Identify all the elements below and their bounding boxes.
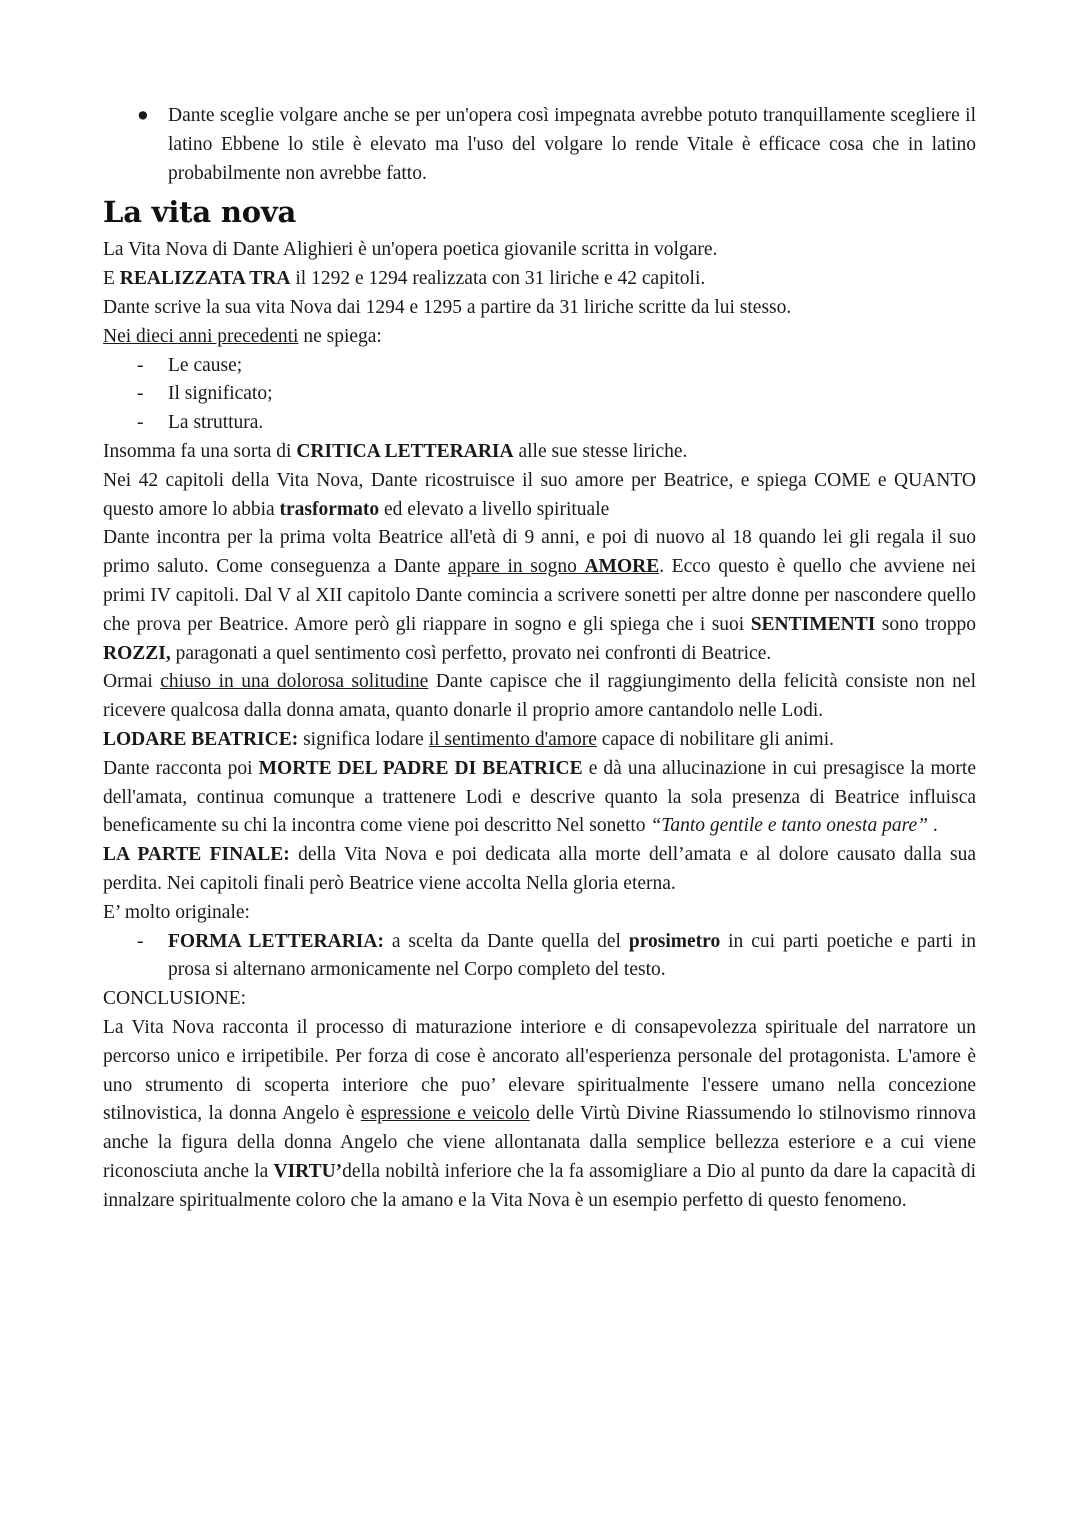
underlined-sogno: appare in sogno AMORE	[447, 556, 660, 578]
dash-bullet-icon: -	[137, 930, 144, 952]
bold-lodare: LODARE BEATRICE:	[103, 728, 299, 750]
bold-trasformato: trasformato	[279, 498, 380, 520]
bullet-dot-icon: ●	[137, 105, 149, 126]
underlined-dieci-anni: Nei dieci anni precedenti	[103, 325, 299, 347]
paragraph-conclusione: La Vita Nova racconta il processo di maturazione interiore e di consapevolezza spirituale del narratore un percorso unico e irripetibile. Per forza di cose è ancorato all'esperienza personale del protagonista. L'amore è uno strumento di scoperta interiore che puo’ elevare spiritualmente l'essere umano nella concezione stilnovistica, la donna Angelo è espressione e veicolo delle Virtù Divine Riassumendo lo stilnovismo rinnova anche la figura della donna Angelo che viene allontanata dalla semplice bellezza esteriore e a cui viene riconosciuta anche la VIRTU’della nobiltà inferiore che la fa assomigliare a Dio al punto da dare la capacità di innalzare spiritualmente coloro che la amano e la Vita Nova è un esempio perfetto di questo fenomeno.	[103, 1016, 976, 1211]
bold-morte-padre: MORTE DEL PADRE DI BEATRICE	[258, 757, 583, 779]
paragraph-incontro: Dante incontra per la prima volta Beatrice all'età di 9 anni, e poi di nuovo al 18 quando lei gli regala il suo primo saluto. Come conseguenza a Dante appare in sogno AMORE. Ecco questo è quello che avviene nei primi IV capitoli. Dal V al XII capitolo Dante comincia a scrivere sonetti per altre donne per nascondere quello che prova per Beatrice. Amore però gli riappare in sogno e gli spiega che i suoi SENTIMENTI sono troppo ROZZI, paragonati a quel sentimento così perfetto, provato nei confronti di Beatrice.	[103, 527, 977, 664]
bold-prosimetro: prosimetro	[628, 930, 721, 952]
dash-bullet-icon: -	[137, 354, 144, 376]
bold-sentimenti: SENTIMENTI	[750, 613, 876, 635]
bold-realizzata: REALIZZATA TRA	[119, 268, 291, 290]
underlined-solitudine: chiuso in una dolorosa solitudine	[160, 671, 429, 693]
paragraph-conclusione-heading: CONCLUSIONE:	[103, 988, 247, 1010]
bold-parte-finale: LA PARTE FINALE:	[103, 844, 290, 866]
underlined-sentimento: il sentimento d'amore	[428, 728, 597, 750]
paragraph-critica: Insomma fa una sorta di CRITICA LETTERARIA alle sue stesse liriche.	[103, 440, 688, 462]
underlined-veicolo: espressione e veicolo	[360, 1103, 530, 1125]
paragraph-morte-padre: Dante racconta poi MORTE DEL PADRE DI BEATRICE e dà una allucinazione in cui presagisce la morte dell'amata, continua comunque a trattenere Lodi e descrive quanto la sola presenza di Beatrice influisca beneficamente su chi la incontra come viene poi descritto Nel sonetto “Tanto gentile e tanto onesta pare” .	[103, 757, 976, 837]
list-item: - La struttura.	[103, 409, 976, 438]
intro-bullet-item	[103, 102, 976, 188]
list-item-forma: - FORMA LETTERARIA: a scelta da Dante quella del prosimetro in cui parti poetiche e parti in prosa si alternano armonicamente nel Corpo completo del testo.	[103, 928, 976, 986]
dash-bullet-icon: -	[137, 383, 144, 405]
intro-bullet-text: Dante sceglie volgare anche se per un'opera così impegnata avrebbe potuto tranquillamente scegliere il latino Ebbene lo stile è elevato ma l'uso del volgare lo rende Vitale è efficace cosa che in latino probabilmente non avrebbe fatto.	[168, 105, 976, 184]
bold-virtu: VIRTU’	[273, 1160, 343, 1182]
section-title: La vita nova	[103, 195, 297, 230]
paragraph-parte-finale: LA PARTE FINALE: della Vita Nova e poi dedicata alla morte dell’amata e al dolore causato dalla sua perdita. Nei capitoli finali però Beatrice viene accolta Nella gloria eterna.	[103, 844, 977, 894]
paragraph-originale: E’ molto originale:	[103, 901, 250, 923]
bold-rozzi: ROZZI,	[103, 642, 171, 664]
bold-critica: CRITICA LETTERARIA	[296, 440, 514, 462]
bold-forma: FORMA LETTERARIA:	[168, 930, 384, 952]
list-item: - Le cause;	[103, 352, 976, 381]
paragraph-capitoli: Nei 42 capitoli della Vita Nova, Dante ricostruisce il suo amore per Beatrice, e spiega COME e QUANTO questo amore lo abbia trasformato ed elevato a livello spirituale	[103, 469, 976, 520]
paragraph-intro: La Vita Nova di Dante Alighieri è un'opera poetica giovanile scritta in volgare.	[103, 239, 718, 261]
dash-bullet-icon: -	[137, 412, 144, 434]
document-page	[103, 102, 976, 1215]
italic-sonetto: “Tanto gentile e tanto onesta pare”	[650, 815, 928, 837]
list-item: - Il significato;	[103, 380, 976, 409]
paragraph-date: E REALIZZATA TRA il 1292 e 1294 realizzata con 31 liriche e 42 capitoli.	[103, 268, 706, 290]
paragraph-lodare: LODARE BEATRICE: significa lodare il sentimento d'amore capace di nobilitare gli animi.	[103, 728, 835, 750]
paragraph-writing: Dante scrive la sua vita Nova dai 1294 e 1295 a partire da 31 liriche scritte da lui stesso.	[103, 296, 792, 318]
paragraph-explains: Nei dieci anni precedenti ne spiega:	[103, 325, 382, 347]
paragraph-solitudine: Ormai chiuso in una dolorosa solitudine Dante capisce che il raggiungimento della felicità consiste non nel ricevere qualcosa dalla donna amata, quanto donarle il proprio amore cantandolo nelle Lodi.	[103, 671, 976, 722]
